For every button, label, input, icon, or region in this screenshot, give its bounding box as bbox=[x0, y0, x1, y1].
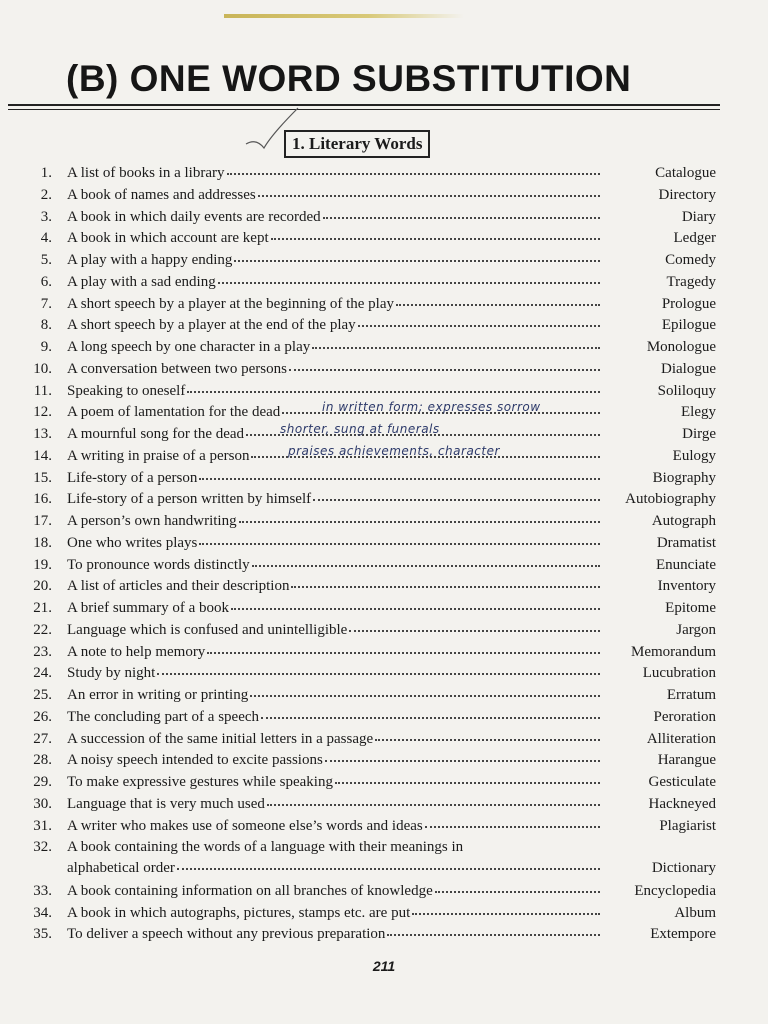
entry-number: 17. bbox=[33, 513, 52, 529]
entry-answer: Peroration bbox=[653, 708, 716, 725]
entry-definition-text: A brief summary of a book bbox=[67, 600, 230, 616]
entry-definition bbox=[67, 620, 600, 641]
entry-definition-text: The concluding part of a speech bbox=[67, 708, 260, 725]
entry-definition bbox=[67, 772, 600, 793]
entry-definition-text: A succession of the same initial letters in a passage bbox=[67, 730, 374, 747]
entry-definition bbox=[67, 598, 600, 619]
entry-number: 13. bbox=[33, 426, 52, 442]
entry-number: 8. bbox=[40, 317, 52, 334]
entry-number: 3. bbox=[40, 208, 52, 225]
entry-number: 11. bbox=[33, 382, 52, 399]
dot-leader bbox=[207, 648, 600, 654]
entry-row bbox=[0, 185, 768, 206]
dot-leader bbox=[199, 539, 600, 545]
entry-definition-text: A note to help memory bbox=[67, 643, 206, 660]
section-heading: 1. Literary Words bbox=[284, 130, 430, 158]
entry-number: 5. bbox=[40, 252, 52, 268]
entry-row bbox=[0, 772, 768, 793]
entry-definition-text: A writer who makes use of someone else’s words and ideas bbox=[67, 817, 423, 834]
entry-definition bbox=[67, 794, 600, 815]
entry-row bbox=[0, 598, 768, 619]
entry-row bbox=[0, 511, 768, 532]
entry-definition-text: Study by night bbox=[67, 665, 156, 682]
dot-leader bbox=[199, 474, 600, 480]
entry-definition bbox=[67, 858, 600, 879]
entry-definition-text: A list of articles and their description bbox=[67, 578, 290, 595]
entry-answer: Eulogy bbox=[672, 447, 716, 464]
entry-definition-line1: A book containing the words of a language with their meanings in bbox=[67, 839, 464, 856]
entry-answer: Epilogue bbox=[661, 317, 716, 334]
entry-answer: Alliteration bbox=[646, 730, 716, 747]
entry-definition bbox=[67, 468, 600, 489]
entry-number: 1. bbox=[40, 165, 52, 181]
entry-number: 4. bbox=[40, 230, 52, 247]
entry-answer: Biography bbox=[652, 469, 716, 486]
entry-definition bbox=[67, 816, 600, 837]
entry-definition-text: An error in writing or printing bbox=[67, 687, 249, 703]
dot-leader bbox=[234, 256, 600, 262]
entry-answer: Album bbox=[674, 904, 716, 921]
entry-row bbox=[0, 881, 768, 902]
entry-row bbox=[0, 555, 768, 576]
entry-definition bbox=[67, 272, 600, 293]
entry-answer: Prologue bbox=[661, 295, 716, 312]
entry-definition bbox=[67, 707, 600, 728]
entry-number: 14. bbox=[33, 447, 52, 464]
entry-definition-text: A writing in praise of a person bbox=[67, 447, 250, 464]
entry-definition-text: A book in which account are kept bbox=[67, 230, 269, 247]
entry-answer: Memorandum bbox=[631, 643, 716, 660]
entry-row bbox=[0, 468, 768, 489]
dot-leader bbox=[239, 517, 600, 523]
entry-number: 12. bbox=[33, 404, 52, 421]
dot-leader bbox=[218, 278, 600, 284]
entry-answer: Diary bbox=[681, 208, 716, 225]
dot-leader bbox=[177, 864, 600, 870]
entry-number: 28. bbox=[33, 752, 52, 769]
entry-row bbox=[0, 294, 768, 315]
entry-answer: Lucubration bbox=[642, 665, 716, 682]
entry-answer: Jargon bbox=[676, 621, 716, 638]
dot-leader bbox=[187, 387, 600, 393]
entry-number: 29. bbox=[33, 774, 52, 790]
entry-definition bbox=[67, 381, 600, 402]
entry-number: 6. bbox=[40, 273, 52, 290]
entry-number: 27. bbox=[33, 730, 52, 747]
entry-row bbox=[0, 207, 768, 228]
entry-row bbox=[0, 837, 768, 879]
entry-row bbox=[0, 903, 768, 924]
entry-number: 34. bbox=[33, 904, 52, 921]
entry-definition-text: A book containing information on all branches of knowledge bbox=[67, 882, 433, 899]
entry-row bbox=[0, 272, 768, 293]
entry-number: 24. bbox=[33, 665, 52, 682]
entry-row bbox=[0, 228, 768, 249]
entry-answer: Dirge bbox=[682, 426, 716, 442]
entry-row bbox=[0, 707, 768, 728]
entry-row bbox=[0, 337, 768, 358]
entry-definition-text: A book in which daily events are recorded bbox=[67, 208, 321, 225]
entry-answer: Harangue bbox=[657, 752, 716, 769]
entry-answer: Catalogue bbox=[655, 165, 716, 181]
entry-definition-text: A conversation between two persons bbox=[67, 360, 287, 377]
entry-row bbox=[0, 816, 768, 837]
entry-answer: Autobiography bbox=[625, 491, 716, 508]
entry-answer: Elegy bbox=[681, 404, 716, 421]
dot-leader bbox=[261, 713, 600, 719]
entry-row bbox=[0, 924, 768, 945]
entry-definition bbox=[67, 185, 600, 206]
entry-definition-text: A short speech by a player at the end of the play bbox=[67, 317, 356, 334]
entry-definition bbox=[67, 729, 600, 750]
entry-definition bbox=[67, 228, 600, 249]
entry-number: 19. bbox=[33, 556, 52, 573]
entry-number: 10. bbox=[33, 360, 52, 377]
dot-leader bbox=[271, 234, 600, 240]
entry-definition-text: A noisy speech intended to excite passions bbox=[67, 752, 323, 769]
entry-definition-text: Life-story of a person written by himself bbox=[67, 491, 312, 508]
entry-number: 25. bbox=[33, 687, 52, 703]
entry-answer: Inventory bbox=[657, 578, 716, 595]
entry-number: 9. bbox=[40, 339, 52, 355]
entry-answer: Directory bbox=[658, 186, 716, 203]
entry-definition-text: A mournful song for the dead bbox=[67, 426, 245, 442]
entry-definition bbox=[67, 511, 600, 532]
entry-answer: Epitome bbox=[665, 600, 716, 616]
entry-answer: Autograph bbox=[651, 513, 716, 529]
handwritten-note-12: in written form; expresses sorrow bbox=[322, 400, 541, 414]
dot-leader bbox=[267, 800, 600, 806]
entry-answer: Extempore bbox=[650, 926, 716, 943]
entry-number: 18. bbox=[33, 534, 52, 551]
dot-leader bbox=[252, 561, 600, 567]
entry-number: 33. bbox=[33, 882, 52, 899]
entry-row bbox=[0, 750, 768, 771]
entry-answer: Encyclopedia bbox=[634, 882, 716, 899]
entry-definition-text: alphabetical order bbox=[67, 860, 175, 877]
entry-row bbox=[0, 642, 768, 663]
entry-answer: Comedy bbox=[665, 252, 716, 268]
entry-number: 15. bbox=[33, 469, 52, 486]
entry-number: 2. bbox=[40, 186, 52, 203]
entry-definition bbox=[67, 576, 600, 597]
entry-row bbox=[0, 489, 768, 510]
entry-definition-text: A play with a happy ending bbox=[67, 252, 233, 268]
entry-definition bbox=[67, 163, 600, 184]
entry-definition bbox=[67, 642, 600, 663]
entry-definition-text: A play with a sad ending bbox=[67, 273, 216, 290]
entry-number: 20. bbox=[33, 578, 52, 595]
entry-answer: Soliloquy bbox=[657, 382, 716, 399]
entry-definition bbox=[67, 533, 600, 554]
entry-answer: Erratum bbox=[666, 687, 716, 703]
entry-definition-text: A book in which autographs, pictures, stamps etc. are put bbox=[67, 904, 411, 921]
entry-answer: Dramatist bbox=[656, 534, 716, 551]
entry-answer: Plagiarist bbox=[659, 817, 716, 834]
handwritten-note-14: praises achievements, character bbox=[288, 444, 500, 458]
entry-definition bbox=[67, 663, 600, 684]
entry-number: 35. bbox=[33, 926, 52, 943]
entry-definition-text: To make expressive gestures while speaking bbox=[67, 774, 333, 790]
entry-row bbox=[0, 315, 768, 336]
entry-definition-text: A poem of lamentation for the dead bbox=[67, 404, 281, 421]
entry-definition-text: A person’s own handwriting bbox=[67, 513, 237, 529]
entry-definition-text: One who writes plays bbox=[67, 534, 198, 551]
entry-answer: Gesticulate bbox=[648, 774, 716, 790]
entry-definition-text: A long speech by one character in a play bbox=[67, 339, 311, 355]
entry-row bbox=[0, 794, 768, 815]
entry-answer: Dictionary bbox=[651, 860, 716, 877]
entry-definition bbox=[67, 294, 600, 315]
page-number: 211 bbox=[372, 958, 396, 974]
entry-row bbox=[0, 729, 768, 750]
entry-definition bbox=[67, 750, 600, 771]
handwritten-note-13: shorter, sung at funerals bbox=[280, 422, 440, 436]
entry-answer: Dialogue bbox=[661, 360, 716, 377]
entry-definition-text: Speaking to oneself bbox=[67, 382, 186, 399]
entry-number: 26. bbox=[33, 708, 52, 725]
entry-row bbox=[0, 163, 768, 184]
entry-number: 22. bbox=[33, 621, 52, 638]
dot-leader bbox=[250, 691, 600, 697]
entry-definition-text: Language which is confused and unintelligible bbox=[67, 621, 348, 638]
entry-number: 16. bbox=[33, 491, 52, 508]
entry-answer: Enunciate bbox=[656, 556, 716, 573]
entry-number: 23. bbox=[33, 643, 52, 660]
entry-number: 7. bbox=[40, 295, 52, 312]
entry-definition bbox=[67, 315, 600, 336]
entry-number: 31. bbox=[33, 817, 52, 834]
entry-definition bbox=[67, 250, 600, 271]
dot-leader bbox=[291, 582, 600, 588]
entry-definition bbox=[67, 685, 600, 706]
entry-definition bbox=[67, 489, 600, 510]
entry-row bbox=[0, 663, 768, 684]
entry-row bbox=[0, 381, 768, 402]
entry-row bbox=[0, 359, 768, 380]
dot-leader bbox=[258, 191, 600, 197]
entry-row bbox=[0, 533, 768, 554]
entry-definition bbox=[67, 337, 600, 358]
entry-definition-text: To deliver a speech without any previous preparation bbox=[67, 926, 386, 943]
entry-definition bbox=[67, 359, 600, 380]
entry-row bbox=[0, 576, 768, 597]
entry-answer: Ledger bbox=[673, 230, 716, 247]
dot-leader bbox=[157, 669, 600, 675]
entry-definition bbox=[67, 903, 600, 924]
entry-definition bbox=[67, 924, 600, 945]
entry-row bbox=[0, 685, 768, 706]
entry-definition bbox=[67, 207, 600, 228]
dot-leader bbox=[289, 365, 600, 371]
entry-definition-text: Language that is very much used bbox=[67, 795, 265, 812]
entry-row bbox=[0, 620, 768, 641]
entry-number: 21. bbox=[33, 600, 52, 616]
entry-definition-text: A list of books in a library bbox=[67, 165, 225, 181]
entry-definition bbox=[67, 881, 600, 902]
entry-answer: Hackneyed bbox=[648, 795, 716, 812]
entry-row bbox=[0, 250, 768, 271]
dot-leader bbox=[227, 169, 601, 175]
dot-leader bbox=[231, 604, 600, 610]
entry-definition-text: A short speech by a player at the beginning of the play bbox=[67, 295, 394, 312]
page-title: (B) ONE WORD SUBSTITUTION bbox=[66, 58, 632, 99]
entry-number: 32. bbox=[33, 839, 52, 856]
entry-answer: Tragedy bbox=[666, 273, 716, 290]
entry-answer: Monologue bbox=[646, 339, 716, 355]
entry-number: 30. bbox=[33, 795, 52, 812]
entry-definition-text: Life-story of a person bbox=[67, 469, 198, 486]
entry-definition-text: To pronounce words distinctly bbox=[67, 556, 250, 573]
entry-definition-text: A book of names and addresses bbox=[67, 186, 256, 203]
entry-definition bbox=[67, 555, 600, 576]
